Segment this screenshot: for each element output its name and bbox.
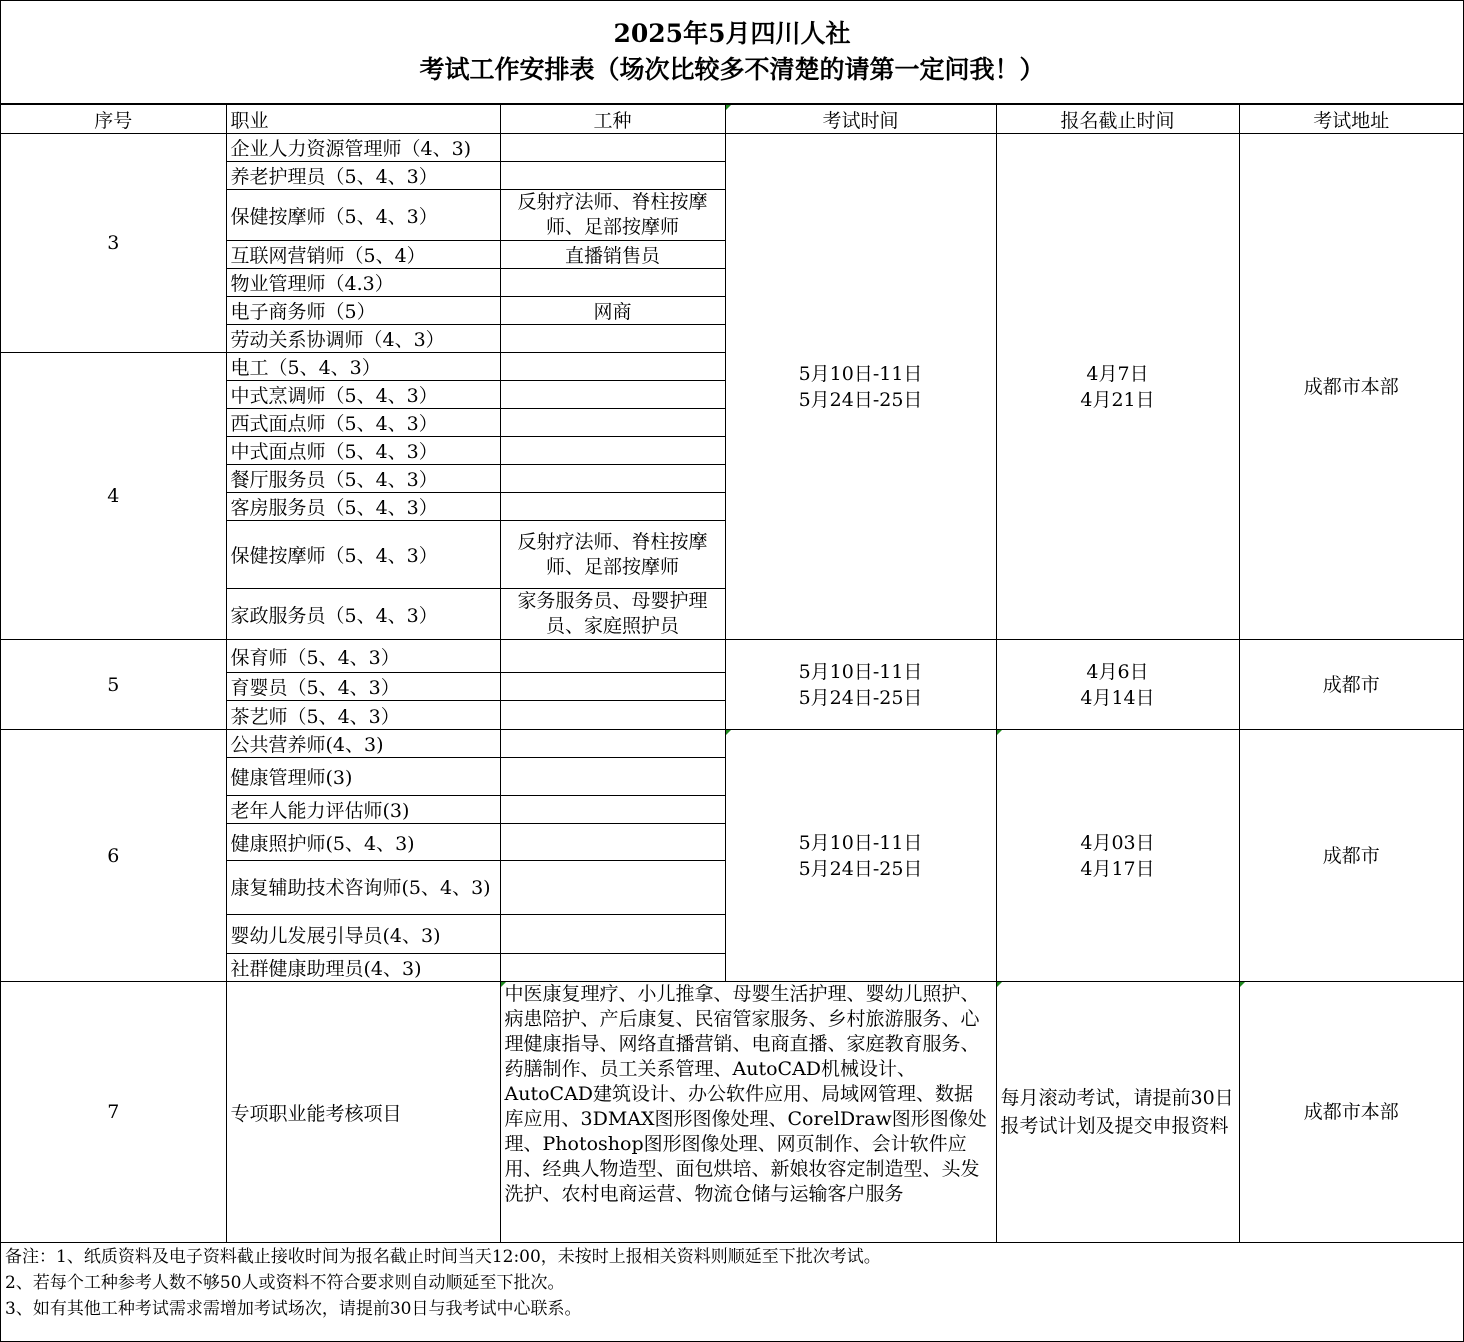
seq-cell: 3 xyxy=(1,134,226,353)
occupation-cell: 育婴员（5、4、3） xyxy=(226,673,500,701)
deadline-cell xyxy=(996,730,1239,982)
title-line-1: 2025年5月四川人社 xyxy=(613,19,851,48)
note-line: 备注：1、纸质资料及电子资料截止接收时间为报名截止时间当天12:00，未按时上报相关资料则顺延至下批次考试。 xyxy=(5,1247,881,1267)
address-cell: 成都市 xyxy=(1239,730,1463,982)
occupation-cell: 中式烹调师（5、4、3） xyxy=(226,381,500,409)
trade-cell: 反射疗法师、脊柱按摩师、足部按摩师 xyxy=(500,190,725,241)
occupation-cell: 专项职业能考核项目 xyxy=(226,982,500,1243)
seq-cell: 6 xyxy=(1,730,226,982)
trade-cell: 反射疗法师、脊柱按摩师、足部按摩师 xyxy=(500,521,725,589)
exam-time-line: 5月10日-11日 xyxy=(798,362,923,385)
note-line: 3、如有其他工种考试需求需增加考试场次，请提前30日与我考试中心联系。 xyxy=(5,1299,582,1319)
occupation-cell: 养老护理员（5、4、3） xyxy=(226,162,500,190)
trade-cell xyxy=(500,758,725,796)
deadline-line: 4月21日 xyxy=(1080,388,1155,411)
special-items-cell: 中医康复理疗、小儿推拿、母婴生活护理、婴幼儿照护、病患陪护、产后康复、民宿管家服务、乡村旅游服务、心理健康指导、网络直播营销、电商直播、家庭教育服务、药膳制作、员工关系管理、AutoCAD机械设计、AutoCAD建筑设计、办公软件应用、局域网管理、数据库应用、3DMAX图形图像处理、CorelDraw图形图像处理、Photoshop图形图像处理、网页制作、会计软件应用、经典人物造型、面包烘培、新娘妆容定制造型、头发洗护、农村电商运营、物流仓储与运输客户服务 xyxy=(500,982,996,1243)
seq-cell: 7 xyxy=(1,982,226,1243)
trade-cell xyxy=(500,134,725,162)
header-row xyxy=(1,105,1463,134)
header-exam-time: 考试时间 xyxy=(725,105,996,134)
trade-cell xyxy=(500,409,725,437)
deadline-line: 4月6日 xyxy=(1086,660,1149,683)
note-line: 2、若每个工种参考人数不够50人或资料不符合要求则自动顺延至下批次。 xyxy=(5,1273,565,1293)
occupation-cell: 劳动关系协调师（4、3） xyxy=(226,325,500,353)
trade-cell xyxy=(500,437,725,465)
exam-time-cell xyxy=(725,730,996,982)
deadline-line: 4月03日 xyxy=(1080,831,1155,854)
trade-cell xyxy=(500,796,725,824)
deadline-cell: 每月滚动考试，请提前30日报考试计划及提交申报资料 xyxy=(996,982,1239,1243)
trade-cell: 网商 xyxy=(500,297,725,325)
address-cell: 成都市 xyxy=(1239,640,1463,730)
exam-time-line: 5月10日-11日 xyxy=(798,831,923,854)
header-seq: 序号 xyxy=(1,105,226,134)
notes xyxy=(5,1244,881,1322)
trade-cell xyxy=(500,465,725,493)
seq-cell: 4 xyxy=(1,353,226,640)
trade-cell xyxy=(500,640,725,673)
exam-time-line: 5月10日-11日 xyxy=(798,660,923,683)
trade-cell xyxy=(500,162,725,190)
table-row xyxy=(1,730,1463,758)
header-address: 考试地址 xyxy=(1239,105,1463,134)
trade-cell xyxy=(500,325,725,353)
occupation-cell: 婴幼儿发展引导员(4、3) xyxy=(226,915,500,954)
occupation-cell: 互联网营销师（5、4） xyxy=(226,241,500,269)
occupation-cell: 康复辅助技术咨询师(5、4、3) xyxy=(226,861,500,915)
table-row xyxy=(1,134,1463,162)
trade-cell xyxy=(500,915,725,954)
occupation-cell: 电工（5、4、3） xyxy=(226,353,500,381)
table-row xyxy=(1,640,1463,673)
occupation-cell: 保健按摩师（5、4、3） xyxy=(226,190,500,241)
header-occupation: 职业 xyxy=(226,105,500,134)
occupation-cell: 企业人力资源管理师（4、3) xyxy=(226,134,500,162)
trade-cell: 直播销售员 xyxy=(500,241,725,269)
occupation-cell: 公共营养师(4、3) xyxy=(226,730,500,758)
deadline-line: 4月14日 xyxy=(1080,686,1155,709)
trade-cell xyxy=(500,381,725,409)
occupation-cell: 保健按摩师（5、4、3） xyxy=(226,521,500,589)
deadline-line: 4月7日 xyxy=(1086,362,1149,385)
seq-cell: 5 xyxy=(1,640,226,730)
trade-cell xyxy=(500,701,725,730)
occupation-cell: 客房服务员（5、4、3） xyxy=(226,493,500,521)
trade-cell: 家务服务员、母婴护理员、家庭照护员 xyxy=(500,589,725,640)
exam-time-cell xyxy=(725,134,996,640)
occupation-cell: 保育师（5、4、3） xyxy=(226,640,500,673)
occupation-cell: 西式面点师（5、4、3） xyxy=(226,409,500,437)
exam-time-cell xyxy=(725,640,996,730)
deadline-line: 4月17日 xyxy=(1080,857,1155,880)
occupation-cell: 家政服务员（5、4、3） xyxy=(226,589,500,640)
trade-cell xyxy=(500,673,725,701)
header-deadline: 报名截止时间 xyxy=(996,105,1239,134)
header-trade: 工种 xyxy=(500,105,725,134)
trade-cell xyxy=(500,824,725,861)
exam-time-line: 5月24日-25日 xyxy=(798,388,923,411)
address-cell: 成都市本部 xyxy=(1239,982,1463,1243)
table-row xyxy=(1,982,1463,1243)
occupation-cell: 中式面点师（5、4、3） xyxy=(226,437,500,465)
occupation-cell: 健康管理师(3) xyxy=(226,758,500,796)
address-cell: 成都市本部 xyxy=(1239,134,1463,640)
trade-cell xyxy=(500,954,725,982)
occupation-cell: 电子商务师（5） xyxy=(226,297,500,325)
occupation-cell: 老年人能力评估师(3) xyxy=(226,796,500,824)
trade-cell xyxy=(500,861,725,915)
trade-cell xyxy=(500,353,725,381)
title-line-2: 考试工作安排表（场次比较多不清楚的请第一定问我！） xyxy=(419,55,1045,84)
deadline-cell xyxy=(996,134,1239,640)
exam-time-line: 5月24日-25日 xyxy=(798,686,923,709)
trade-cell xyxy=(500,269,725,297)
occupation-cell: 社群健康助理员(4、3) xyxy=(226,954,500,982)
occupation-cell: 茶艺师（5、4、3） xyxy=(226,701,500,730)
occupation-cell: 健康照护师(5、4、3) xyxy=(226,824,500,861)
schedule-table xyxy=(1,104,1463,1243)
occupation-cell: 物业管理师（4.3） xyxy=(226,269,500,297)
trade-cell xyxy=(500,730,725,758)
sheet-title xyxy=(1,1,1463,104)
trade-cell xyxy=(500,493,725,521)
exam-time-line: 5月24日-25日 xyxy=(798,857,923,880)
deadline-cell xyxy=(996,640,1239,730)
occupation-cell: 餐厅服务员（5、4、3） xyxy=(226,465,500,493)
